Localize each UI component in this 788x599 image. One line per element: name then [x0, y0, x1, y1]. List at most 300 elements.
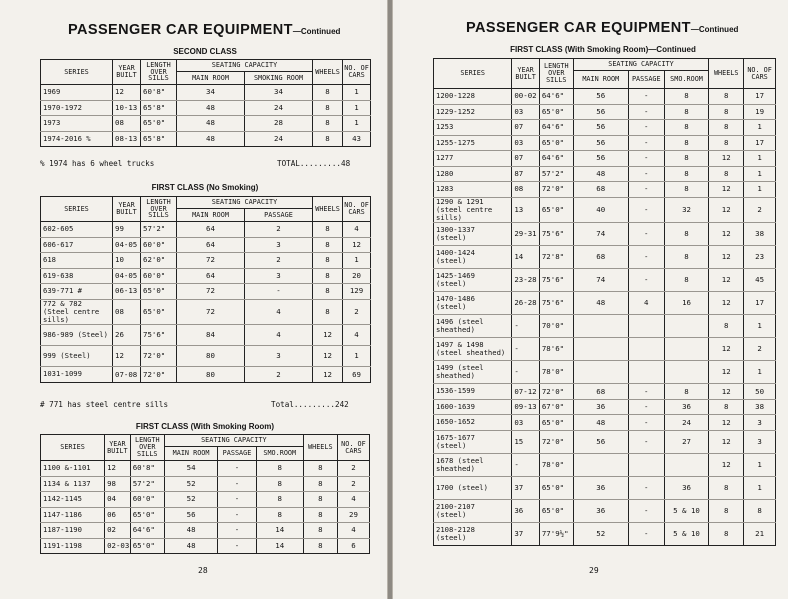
cell-length: 64'6" — [539, 151, 573, 167]
cell-length: 65'0" — [130, 507, 164, 523]
cell-year: 15 — [512, 430, 540, 453]
cell-series: 1400-1424 (steel) — [434, 246, 512, 269]
cell-main: 72 — [177, 299, 245, 325]
cell-main: 80 — [177, 346, 245, 367]
first-class-smoking-continued-table — [433, 58, 776, 546]
cell-smoking: 8 — [256, 461, 303, 477]
cell-length: 65'0" — [539, 476, 573, 499]
cell-cars: 4 — [343, 325, 371, 346]
cell-cars: 129 — [343, 284, 371, 300]
cell-wheels: 8 — [303, 461, 337, 477]
cell-year: 03 — [512, 415, 540, 431]
cell-cars: 23 — [744, 246, 776, 269]
cell-main: 56 — [573, 430, 628, 453]
cell-series: 1496 (steel sheathed) — [434, 315, 512, 338]
cell-length: 62'0" — [141, 253, 177, 269]
cell-main: 48 — [573, 292, 628, 315]
cell-year: 37 — [512, 522, 540, 545]
cell-series: 1536-1599 — [434, 384, 512, 400]
table-row — [41, 100, 371, 116]
section-title-second-class: SECOND CLASS — [173, 47, 237, 56]
cell-year: 36 — [512, 499, 540, 522]
cell-year: 29-31 — [512, 223, 540, 246]
cell-wheels: 8 — [709, 89, 744, 105]
cell-passage: - — [628, 522, 664, 545]
col-header-length: LENGTH OVER SILLS — [539, 59, 573, 89]
cell-series: 1425-1469 (steel) — [434, 269, 512, 292]
table-row — [434, 89, 776, 105]
cell-series: 1497 & 1498 (steel sheathed) — [434, 338, 512, 361]
cell-year: - — [512, 453, 540, 476]
cell-series: 602-605 — [41, 222, 113, 238]
cell-year: 23-28 — [512, 269, 540, 292]
cell-wheels: 12 — [313, 325, 343, 346]
cell-wheels: 8 — [313, 237, 343, 253]
cell-wheels: 8 — [313, 268, 343, 284]
cell-smoking: 8 — [256, 507, 303, 523]
table-row — [41, 116, 371, 132]
cell-wheels: 12 — [709, 453, 744, 476]
col-header-smoking-room: SMO.ROOM — [256, 447, 303, 461]
cell-main: 74 — [573, 223, 628, 246]
cell-smoking: 8 — [256, 492, 303, 508]
table-row — [41, 507, 370, 523]
cell-smoking: 16 — [664, 292, 708, 315]
col-header-year-built: YEAR BUILT — [105, 435, 131, 461]
cell-year: 08 — [113, 116, 141, 132]
cell-year: 07-08 — [113, 367, 141, 383]
cell-passage: 4 — [245, 325, 313, 346]
col-header-passage: PASSAGE — [245, 209, 313, 222]
table-row — [41, 538, 370, 554]
cell-series: 1253 — [434, 120, 512, 136]
left-page — [0, 0, 388, 599]
cell-length: 67'0" — [539, 399, 573, 415]
cell-year: 12 — [105, 461, 131, 477]
cell-length: 60'8" — [141, 85, 177, 101]
cell-main: 68 — [573, 182, 628, 198]
cell-passage: 3 — [245, 346, 313, 367]
cell-series: 1100 &-1101 — [41, 461, 105, 477]
cell-main: 64 — [177, 268, 245, 284]
table-row — [434, 399, 776, 415]
table-row — [434, 430, 776, 453]
page-title: PASSENGER CAR EQUIPMENT—Continued — [466, 20, 739, 36]
cell-cars: 1 — [343, 346, 371, 367]
cell-length: 65'0" — [141, 116, 177, 132]
table-row — [434, 269, 776, 292]
cell-passage — [628, 338, 664, 361]
cell-main: 68 — [573, 246, 628, 269]
col-header-main-room: MAIN ROOM — [177, 209, 245, 222]
cell-wheels: 8 — [303, 507, 337, 523]
table-row — [41, 284, 371, 300]
cell-year: 12 — [113, 85, 141, 101]
cell-passage: - — [628, 476, 664, 499]
col-header-no-of-cars: NO. OF CARS — [343, 60, 371, 85]
cell-year: 12 — [113, 346, 141, 367]
cell-year: 04-05 — [113, 237, 141, 253]
cell-wheels: 8 — [313, 131, 343, 147]
cell-cars: 69 — [343, 367, 371, 383]
cell-length: 64'6" — [539, 120, 573, 136]
cell-passage: - — [628, 223, 664, 246]
cell-year: 02-03 — [105, 538, 131, 554]
table-row — [41, 237, 371, 253]
cell-wheels: 12 — [709, 197, 744, 223]
cell-year: 07-12 — [512, 384, 540, 400]
cell-wheels: 8 — [303, 523, 337, 539]
cell-smoking: 14 — [256, 523, 303, 539]
cell-series: 1031-1099 — [41, 367, 113, 383]
cell-passage: - — [628, 415, 664, 431]
cell-series: 1280 — [434, 166, 512, 182]
cell-year: 03 — [512, 104, 540, 120]
cell-series: 772 & 782 (Steel centre sills) — [41, 299, 113, 325]
cell-wheels: 8 — [709, 522, 744, 545]
cell-passage: - — [628, 151, 664, 167]
table-row — [41, 268, 371, 284]
cell-length: 78'6" — [539, 338, 573, 361]
cell-passage: 2 — [245, 253, 313, 269]
cell-cars: 17 — [744, 135, 776, 151]
cell-wheels: 12 — [709, 182, 744, 198]
col-header-main-room: MAIN ROOM — [177, 72, 245, 85]
cell-main: 56 — [573, 89, 628, 105]
col-header-main-room: MAIN ROOM — [164, 447, 217, 461]
cell-year: 37 — [512, 476, 540, 499]
cell-cars: 3 — [744, 415, 776, 431]
table-row — [41, 476, 370, 492]
col-header-no-of-cars: NO. OF CARS — [337, 435, 369, 461]
cell-smoking: 8 — [664, 104, 708, 120]
cell-cars: 3 — [744, 430, 776, 453]
cell-wheels: 8 — [709, 166, 744, 182]
cell-smoking: 8 — [664, 246, 708, 269]
cell-smoking: 34 — [245, 85, 313, 101]
cell-length: 60'0" — [141, 237, 177, 253]
cell-main: 36 — [573, 499, 628, 522]
cell-smoking: 5 & 10 — [664, 499, 708, 522]
cell-wheels: 8 — [709, 399, 744, 415]
cell-cars: 1 — [744, 361, 776, 384]
cell-passage: - — [218, 507, 256, 523]
cell-passage: - — [218, 476, 256, 492]
cell-year: 07 — [512, 120, 540, 136]
col-header-series: SERIES — [41, 60, 113, 85]
col-header-no-of-cars: NO. OF CARS — [343, 197, 371, 222]
cell-length: 72'0" — [539, 182, 573, 198]
cell-main: 52 — [573, 522, 628, 545]
table-row — [41, 222, 371, 238]
col-header-series: SERIES — [41, 435, 105, 461]
cell-passage: 3 — [245, 268, 313, 284]
col-header-passage: PASSAGE — [628, 71, 664, 89]
table-row — [434, 453, 776, 476]
cell-smoking: 32 — [664, 197, 708, 223]
col-header-no-of-cars: NO. OF CARS — [744, 59, 776, 89]
cell-cars: 2 — [744, 197, 776, 223]
cell-year: 26 — [113, 325, 141, 346]
cell-length: 72'0" — [539, 384, 573, 400]
cell-length: 65'0" — [539, 135, 573, 151]
cell-smoking: 8 — [664, 151, 708, 167]
cell-main — [573, 453, 628, 476]
cell-cars: 1 — [744, 453, 776, 476]
cell-year: 04-05 — [113, 268, 141, 284]
cell-smoking: 8 — [664, 182, 708, 198]
cell-cars: 1 — [744, 315, 776, 338]
cell-main — [573, 315, 628, 338]
col-header-wheels: WHEELS — [313, 60, 343, 85]
cell-year: - — [512, 315, 540, 338]
cell-smoking: 8 — [664, 384, 708, 400]
cell-series: 1142-1145 — [41, 492, 105, 508]
cell-wheels: 8 — [709, 135, 744, 151]
col-header-main-room: MAIN ROOM — [573, 71, 628, 89]
cell-length: 75'6" — [539, 223, 573, 246]
cell-length: 57'2" — [130, 476, 164, 492]
cell-passage: - — [628, 166, 664, 182]
cell-smoking: 24 — [664, 415, 708, 431]
section-title-first-class-smoking-continued: FIRST CLASS (With Smoking Room)—Continued — [510, 45, 696, 54]
cell-main: 52 — [164, 492, 217, 508]
col-header-year-built: YEAR BUILT — [113, 197, 141, 222]
cell-series: 1283 — [434, 182, 512, 198]
table-row — [434, 361, 776, 384]
cell-passage: 2 — [245, 367, 313, 383]
cell-series: 1678 (steel sheathed) — [434, 453, 512, 476]
cell-cars: 4 — [337, 523, 369, 539]
col-header-series: SERIES — [434, 59, 512, 89]
cell-series: 1290 & 1291 (steel centre sills) — [434, 197, 512, 223]
table-row — [41, 367, 371, 383]
table-row — [41, 461, 370, 477]
cell-wheels: 8 — [709, 120, 744, 136]
cell-smoking: 36 — [664, 399, 708, 415]
cell-length: 64'6" — [130, 523, 164, 539]
cell-length: 72'0" — [141, 346, 177, 367]
cell-series: 606-617 — [41, 237, 113, 253]
first-class-smoking-table — [40, 434, 370, 554]
cell-series: 1229-1252 — [434, 104, 512, 120]
cell-passage: - — [628, 135, 664, 151]
cell-smoking: 24 — [245, 100, 313, 116]
total-first-class-no-smoking: Total.........242 — [271, 400, 349, 409]
cell-wheels: 12 — [709, 151, 744, 167]
cell-cars: 2 — [744, 338, 776, 361]
cell-series: 1974-2016 % — [41, 131, 113, 147]
col-header-series: SERIES — [41, 197, 113, 222]
cell-main: 40 — [573, 197, 628, 223]
table-row — [434, 166, 776, 182]
cell-cars: 8 — [744, 499, 776, 522]
cell-smoking — [664, 361, 708, 384]
cell-year: 09-13 — [512, 399, 540, 415]
table-row — [434, 120, 776, 136]
cell-wheels: 8 — [709, 476, 744, 499]
cell-smoking: 8 — [664, 166, 708, 182]
note-first-class-no-smoking: # 771 has steel centre sills — [40, 400, 169, 409]
col-header-wheels: WHEELS — [303, 435, 337, 461]
cell-year: 14 — [512, 246, 540, 269]
right-page — [392, 0, 788, 599]
cell-series: 1970-1972 — [41, 100, 113, 116]
cell-series: 639-771 # — [41, 284, 113, 300]
cell-main: 56 — [573, 104, 628, 120]
cell-main: 72 — [177, 284, 245, 300]
cell-main: 52 — [164, 476, 217, 492]
cell-wheels: 8 — [313, 222, 343, 238]
cell-cars: 38 — [744, 223, 776, 246]
cell-length: 60'0" — [141, 268, 177, 284]
col-header-smoking-room: SMOKING ROOM — [245, 72, 313, 85]
cell-passage: - — [628, 399, 664, 415]
cell-length: 65'0" — [141, 284, 177, 300]
cell-series: 1470-1486 (steel) — [434, 292, 512, 315]
cell-cars: 1 — [744, 120, 776, 136]
cell-wheels: 8 — [303, 538, 337, 554]
cell-passage — [628, 453, 664, 476]
cell-passage: - — [218, 538, 256, 554]
cell-cars: 38 — [744, 399, 776, 415]
cell-passage: - — [628, 384, 664, 400]
cell-cars: 4 — [343, 222, 371, 238]
cell-passage: - — [218, 492, 256, 508]
cell-wheels: 8 — [313, 299, 343, 325]
cell-series: 1147-1186 — [41, 507, 105, 523]
cell-passage: 2 — [245, 222, 313, 238]
cell-passage: - — [628, 197, 664, 223]
cell-year: 02 — [105, 523, 131, 539]
cell-main: 64 — [177, 222, 245, 238]
cell-wheels: 12 — [313, 367, 343, 383]
table-row — [41, 299, 371, 325]
cell-cars: 50 — [744, 384, 776, 400]
cell-cars: 1 — [343, 116, 371, 132]
cell-wheels: 8 — [303, 492, 337, 508]
cell-wheels: 8 — [313, 253, 343, 269]
cell-wheels: 12 — [709, 430, 744, 453]
table-row — [434, 182, 776, 198]
cell-wheels: 8 — [303, 476, 337, 492]
cell-series: 1134 & 1137 — [41, 476, 105, 492]
cell-series: 986-989 (Steel) — [41, 325, 113, 346]
table-row — [434, 223, 776, 246]
cell-passage: - — [245, 284, 313, 300]
second-class-table — [40, 59, 371, 147]
cell-wheels: 12 — [709, 415, 744, 431]
cell-passage: - — [628, 104, 664, 120]
cell-main: 48 — [573, 166, 628, 182]
cell-length: 65'0" — [539, 415, 573, 431]
cell-length: 65'0" — [539, 197, 573, 223]
cell-series: 1255-1275 — [434, 135, 512, 151]
cell-wheels: 8 — [313, 100, 343, 116]
cell-cars: 1 — [343, 253, 371, 269]
cell-length: 65'0" — [539, 104, 573, 120]
cell-cars: 20 — [343, 268, 371, 284]
cell-main: 56 — [164, 507, 217, 523]
table-row — [434, 104, 776, 120]
cell-wheels: 8 — [709, 499, 744, 522]
cell-passage: - — [218, 461, 256, 477]
cell-series: 1277 — [434, 151, 512, 167]
table-row — [434, 499, 776, 522]
cell-series: 1675-1677 (steel) — [434, 430, 512, 453]
col-header-seating-capacity: SEATING CAPACITY — [177, 197, 313, 209]
cell-wheels: 12 — [313, 346, 343, 367]
cell-year: 98 — [105, 476, 131, 492]
cell-passage: - — [628, 182, 664, 198]
cell-passage — [628, 361, 664, 384]
cell-wheels: 8 — [313, 284, 343, 300]
cell-main: 56 — [573, 151, 628, 167]
cell-main: 54 — [164, 461, 217, 477]
cell-length: 78'0" — [539, 361, 573, 384]
cell-length: 57'2" — [539, 166, 573, 182]
cell-smoking: 8 — [664, 89, 708, 105]
cell-cars: 2 — [337, 461, 369, 477]
cell-passage: - — [628, 120, 664, 136]
cell-cars: 17 — [744, 89, 776, 105]
col-header-seating-capacity: SEATING CAPACITY — [177, 60, 313, 72]
col-header-smoking-room: SMO.ROOM — [664, 71, 708, 89]
col-header-year-built: YEAR BUILT — [113, 60, 141, 85]
cell-cars: 1 — [744, 182, 776, 198]
cell-length: 72'0" — [539, 430, 573, 453]
cell-smoking: 28 — [245, 116, 313, 132]
table-row — [41, 346, 371, 367]
table-row — [41, 253, 371, 269]
cell-smoking: 8 — [664, 223, 708, 246]
cell-cars: 17 — [744, 292, 776, 315]
table-row — [434, 522, 776, 545]
total-second-class: TOTAL.........48 — [277, 159, 351, 168]
cell-cars: 19 — [744, 104, 776, 120]
cell-series: 1700 (steel) — [434, 476, 512, 499]
col-header-seating-capacity: SEATING CAPACITY — [164, 435, 303, 447]
cell-year: - — [512, 338, 540, 361]
cell-year: 08 — [512, 182, 540, 198]
cell-smoking: 8 — [664, 269, 708, 292]
cell-year: 04 — [105, 492, 131, 508]
col-header-wheels: WHEELS — [313, 197, 343, 222]
cell-smoking: 8 — [256, 476, 303, 492]
table-row — [41, 492, 370, 508]
cell-length: 75'6" — [141, 325, 177, 346]
col-header-seating-capacity: SEATING CAPACITY — [573, 59, 709, 71]
cell-series: 619-638 — [41, 268, 113, 284]
cell-series: 1600-1639 — [434, 399, 512, 415]
cell-series: 1300-1337 (steel) — [434, 223, 512, 246]
cell-wheels: 12 — [709, 361, 744, 384]
cell-passage: - — [628, 499, 664, 522]
cell-smoking: 14 — [256, 538, 303, 554]
cell-smoking: 24 — [245, 131, 313, 147]
table-row — [434, 415, 776, 431]
col-header-length: LENGTH OVER SILLS — [130, 435, 164, 461]
cell-main: 80 — [177, 367, 245, 383]
table-row — [434, 338, 776, 361]
cell-series: 1969 — [41, 85, 113, 101]
cell-year: - — [512, 361, 540, 384]
cell-main: 48 — [177, 116, 245, 132]
cell-wheels: 12 — [709, 223, 744, 246]
section-title-first-class-no-smoking: FIRST CLASS (No Smoking) — [151, 183, 259, 192]
cell-length: 65'8" — [141, 131, 177, 147]
cell-series: 1499 (steel sheathed) — [434, 361, 512, 384]
